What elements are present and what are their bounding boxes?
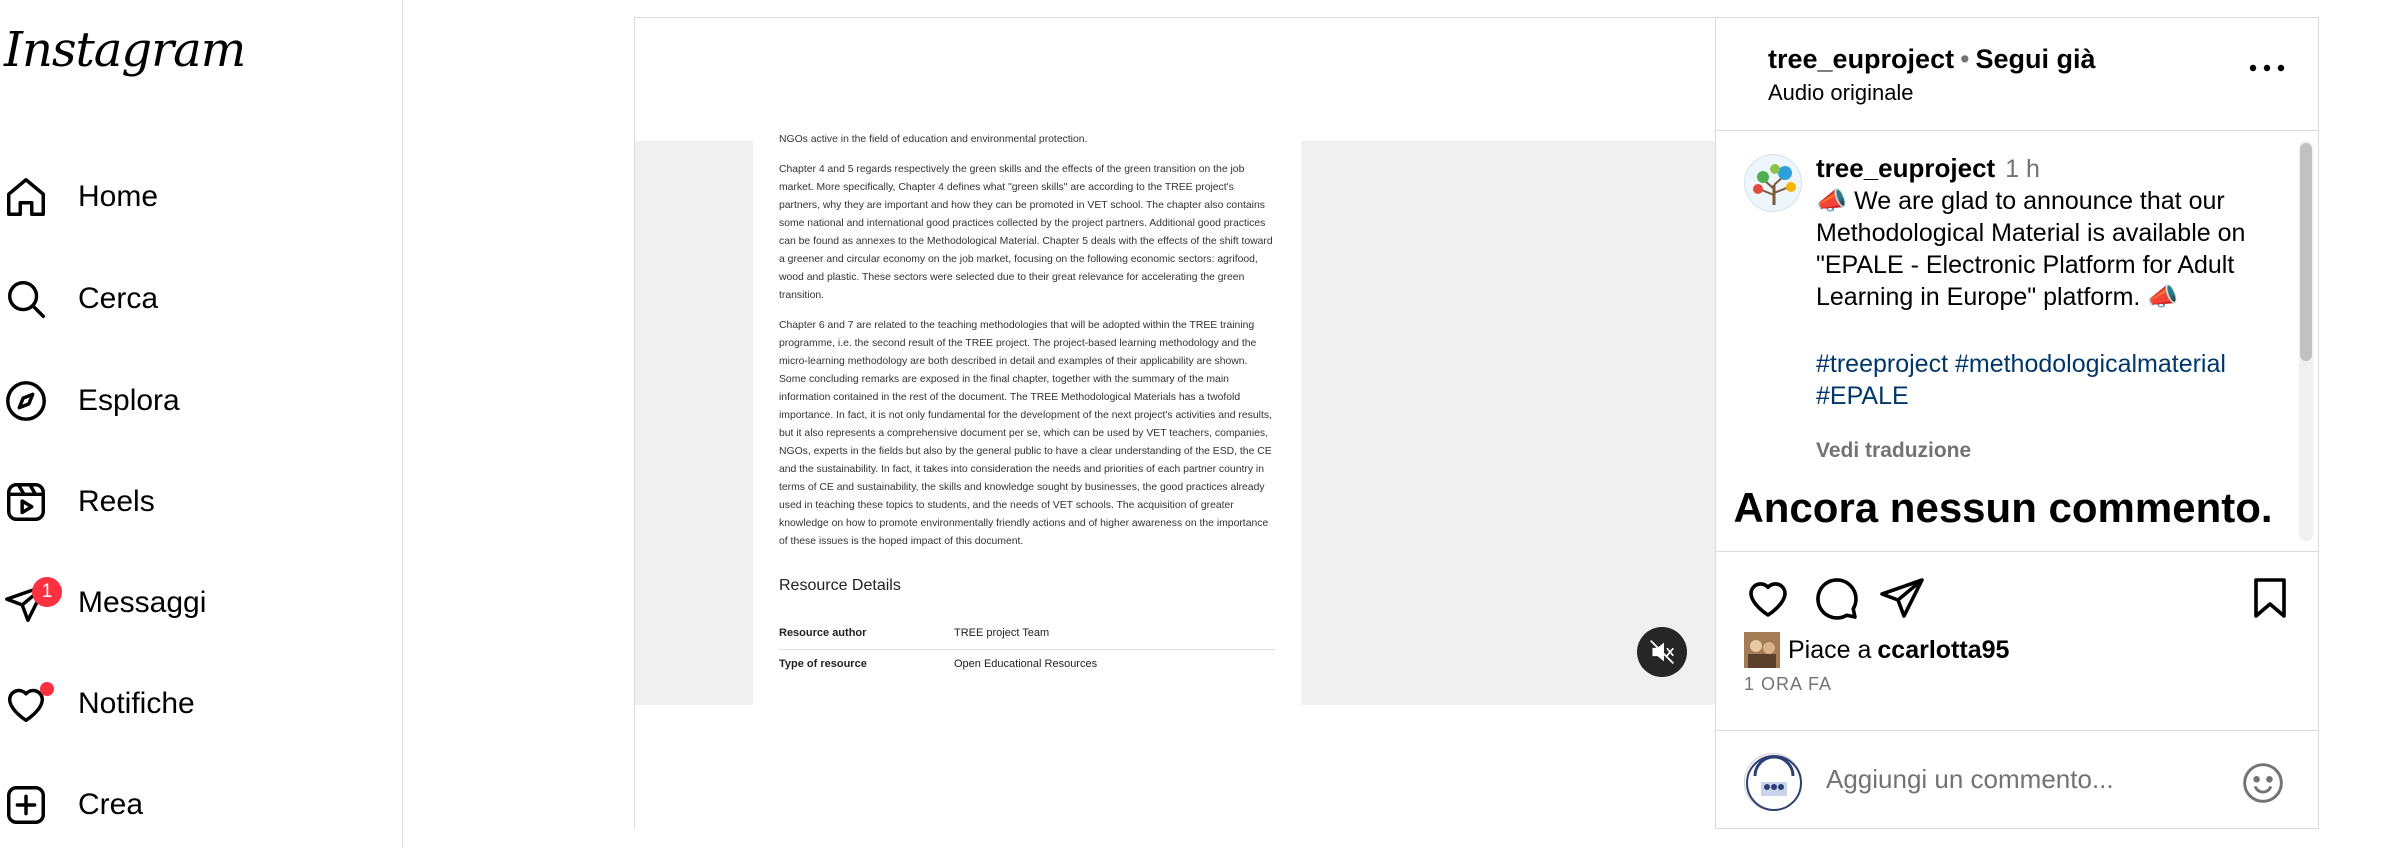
- video-frame[interactable]: [635, 134, 1715, 705]
- more-options-icon[interactable]: [2247, 58, 2287, 78]
- post-side-panel: [1715, 18, 2318, 828]
- doc-paragraph: Chapter 6 and 7 are related to the teaching methodologies that will be adopted within the TREE training programme, i.e. the second result of the TREE project. The project-based learning methodology and the micro-learning methodology are both described in detail and examples of their applicability are shown. Some concluding remarks are exposed in the final chapter, together with the summary of the main information contained in the rest of the document. The TREE Methodological Materials has a twofold importance. In fact, it is not only fundamental for the development of the next project's activities and results, but it also represents a comprehensive document per se, which can be used by VET teachers, companies, NGOs, experts in the fields but also by the general public to have a clear understanding of the ESD, the CE and the sustainability. In fact, it takes into consideration the needs and priorities of each partner country in terms of CE and sustainability, the skills and knowledge sought by businesses, the good practices already used in teaching these topics to students, and the needs of VET schools. The acquisition of greater knowledge on how to promote environmentally friendly actions and of higher awareness on the importance of these issues is the hoped impact of this document.: [779, 320, 1272, 547]
- resource-key: Resource author: [779, 627, 867, 639]
- sidebar: [0, 0, 403, 848]
- sidebar-item-search[interactable]: [0, 264, 395, 334]
- resource-details-title: Resource Details: [779, 577, 901, 594]
- positive-logo-icon: [1745, 754, 1803, 812]
- messages-badge: 1: [32, 577, 62, 607]
- post-dialog: [634, 17, 2319, 829]
- avatar-photo-icon: [1744, 632, 1780, 668]
- add-comment-bar: [1716, 730, 2319, 828]
- like-heart-icon[interactable]: [1744, 574, 1792, 622]
- resource-row: [779, 619, 1275, 650]
- resource-row: [779, 650, 1275, 680]
- sidebar-item-label: Reels: [78, 485, 155, 518]
- sidebar-item-label: Crea: [78, 788, 144, 821]
- compass-icon: [0, 375, 52, 427]
- header-user-line: [1768, 44, 2096, 75]
- heart-icon: [0, 678, 52, 730]
- home-icon: [0, 171, 52, 223]
- post-media[interactable]: [635, 18, 1715, 830]
- speaker-muted-icon: [1649, 639, 1675, 665]
- sidebar-item-explore[interactable]: [0, 366, 395, 436]
- resource-key: Type of resource: [779, 658, 867, 670]
- sidebar-item-reels[interactable]: [0, 467, 395, 537]
- liker-username[interactable]: ccarlotta95: [1877, 635, 2010, 664]
- messenger-icon: [0, 577, 52, 629]
- caption-hashtags[interactable]: #treeproject #methodologicalmaterial #EPALE: [1816, 350, 2226, 410]
- instagram-logo[interactable]: Instagram: [4, 22, 246, 78]
- resource-value: Open Educational Resources: [954, 658, 1098, 670]
- mute-button[interactable]: [1637, 627, 1687, 677]
- sidebar-item-create[interactable]: [0, 770, 395, 840]
- media-letterbox: [635, 18, 1715, 141]
- liker-avatar[interactable]: [1744, 632, 1780, 668]
- header-username[interactable]: tree_euproject: [1768, 44, 1955, 74]
- post-timestamp[interactable]: 1 ORA FA: [1744, 674, 1833, 694]
- tree-logo-icon: [1745, 155, 1803, 213]
- comments-scrollbar-thumb[interactable]: [2300, 143, 2312, 361]
- following-button[interactable]: Segui già: [1975, 44, 2096, 74]
- sidebar-item-label: Esplora: [78, 384, 180, 417]
- notification-dot: [40, 682, 54, 696]
- likes-line: [1744, 632, 2009, 668]
- sidebar-item-notifications[interactable]: [0, 669, 395, 739]
- comment-bubble-icon[interactable]: [1812, 574, 1860, 622]
- current-user-avatar[interactable]: [1744, 753, 1802, 811]
- action-bar: [1716, 551, 2319, 641]
- reels-icon: [0, 476, 52, 528]
- see-translation-button[interactable]: Vedi traduzione: [1816, 439, 1972, 462]
- sidebar-item-label: Notifiche: [78, 687, 195, 720]
- sidebar-item-label: Messaggi: [78, 586, 207, 619]
- bookmark-icon[interactable]: [2246, 574, 2294, 622]
- caption-header: [1816, 153, 2040, 184]
- no-comments-message: Ancora nessun commento.: [1733, 484, 2273, 531]
- caption-username[interactable]: tree_euproject: [1816, 153, 1996, 183]
- doc-paragraph: NGOs active in the field of education and environmental protection.: [779, 134, 1088, 145]
- caption-text: 📣 We are glad to announce that our Methodological Material is available on "EPALE - Electronic Platform for Adult Learning in Europe" platform. 📣: [1816, 187, 2246, 311]
- sidebar-item-label: Home: [78, 180, 159, 213]
- sidebar-item-home[interactable]: [0, 162, 395, 232]
- document-page: [753, 134, 1301, 705]
- resource-value: TREE project Team: [954, 627, 1050, 639]
- comments-area[interactable]: [1716, 131, 2319, 551]
- caption-time: 1 h: [2005, 155, 2040, 183]
- search-icon: [0, 273, 52, 325]
- emoji-icon[interactable]: [2241, 761, 2285, 805]
- likes-prefix: Piace a: [1788, 635, 1872, 664]
- sidebar-item-label: Cerca: [78, 282, 159, 315]
- audio-link[interactable]: Audio originale: [1768, 80, 1914, 105]
- plus-square-icon: [0, 779, 52, 831]
- sidebar-item-messages[interactable]: [0, 568, 395, 638]
- header-separator: •: [1960, 44, 1970, 74]
- post-header: [1716, 18, 2319, 131]
- doc-paragraph: Chapter 4 and 5 regards respectively the green skills and the effects of the green transition on the job market. More specifically, Chapter 4 defines what "green skills" are according to the TREE project's partners, why they are important and how they can be promoted in VET school. The chapter also contains some national and international good practices collected by the project partners. Additional good practices can be found as annexes to the Methodological Material. Chapter 5 deals with the effects of the shift toward a greener and circular economy on the job market, focusing on the following economic sectors: agrifood, wood and plastic. These sectors were selected due to their great relevance for accelerating the green transition.: [779, 164, 1273, 301]
- share-send-icon[interactable]: [1878, 574, 1926, 622]
- comment-input[interactable]: [1826, 759, 2226, 799]
- avatar[interactable]: [1744, 154, 1802, 212]
